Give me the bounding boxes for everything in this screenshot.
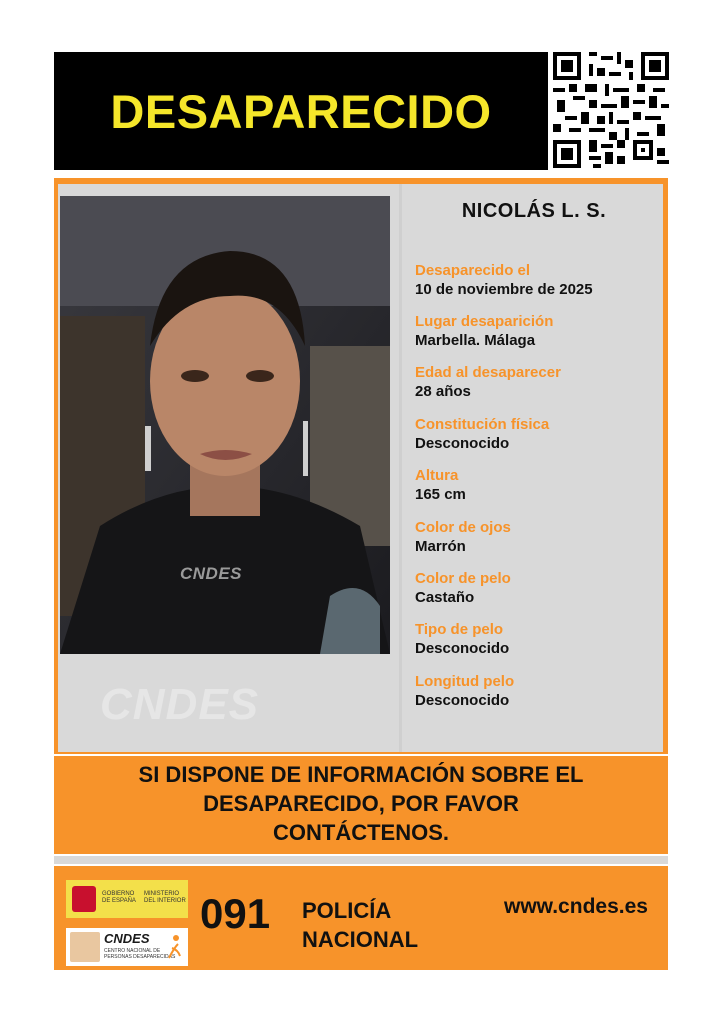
field-label-build: Constitución física [415,416,550,433]
field-value-age: 28 años [415,383,471,400]
field-label-place: Lugar desaparición [415,313,554,330]
field-label-hair-length: Longitud pelo [415,673,515,690]
field-label-eye-color: Color de ojos [415,519,511,536]
divider [399,184,402,752]
person-name: NICOLÁS L. S. [461,200,607,222]
field-value-date: 10 de noviembre de 2025 [415,281,593,298]
missing-person-photo [60,196,390,654]
footer-divider [54,856,668,864]
notice-line-2: DESAPARECIDO, POR FAVOR [203,791,519,816]
runner-icon [166,934,182,960]
page-title: DESAPARECIDO [110,84,492,138]
notice-text [54,760,668,847]
field-label-date: Desaparecido el [415,262,531,279]
gobierno-logo: GOBIERNO DE ESPAÑA MINISTERIO DEL INTERIOR [66,880,188,918]
qr-code[interactable] [553,52,669,168]
panel-watermark: CNDES [100,680,260,729]
field-label-age: Edad al desaparecer [415,364,561,381]
field-value-eye-color: Marrón [415,538,466,555]
field-label-hair-color: Color de pelo [415,570,511,587]
policia-nacional: POLICÍA NACIONAL [302,898,419,952]
phone-number[interactable]: 091 [200,890,271,937]
field-value-hair-type: Desconocido [415,640,510,657]
notice-line-3: CONTÁCTENOS. [273,820,449,845]
coat-of-arms-icon [72,886,96,912]
field-value-hair-color: Castaño [415,589,475,606]
field-label-height: Altura [415,467,459,484]
notice-line-1: SI DISPONE DE INFORMACIÓN SOBRE EL [138,762,584,787]
field-label-hair-type: Tipo de pelo [415,621,504,638]
field-value-hair-length: Desconocido [415,692,510,709]
field-value-place: Marbella. Málaga [415,332,536,349]
photo-watermark: CNDES [180,564,243,583]
emblem-icon [70,932,100,962]
field-value-build: Desconocido [415,435,510,452]
field-value-height: 165 cm [415,486,466,503]
website-link[interactable]: www.cndes.es [504,895,648,918]
cndes-logo: CNDES CENTRO NACIONAL DE PERSONAS DESAPARECIDAS [66,928,188,966]
